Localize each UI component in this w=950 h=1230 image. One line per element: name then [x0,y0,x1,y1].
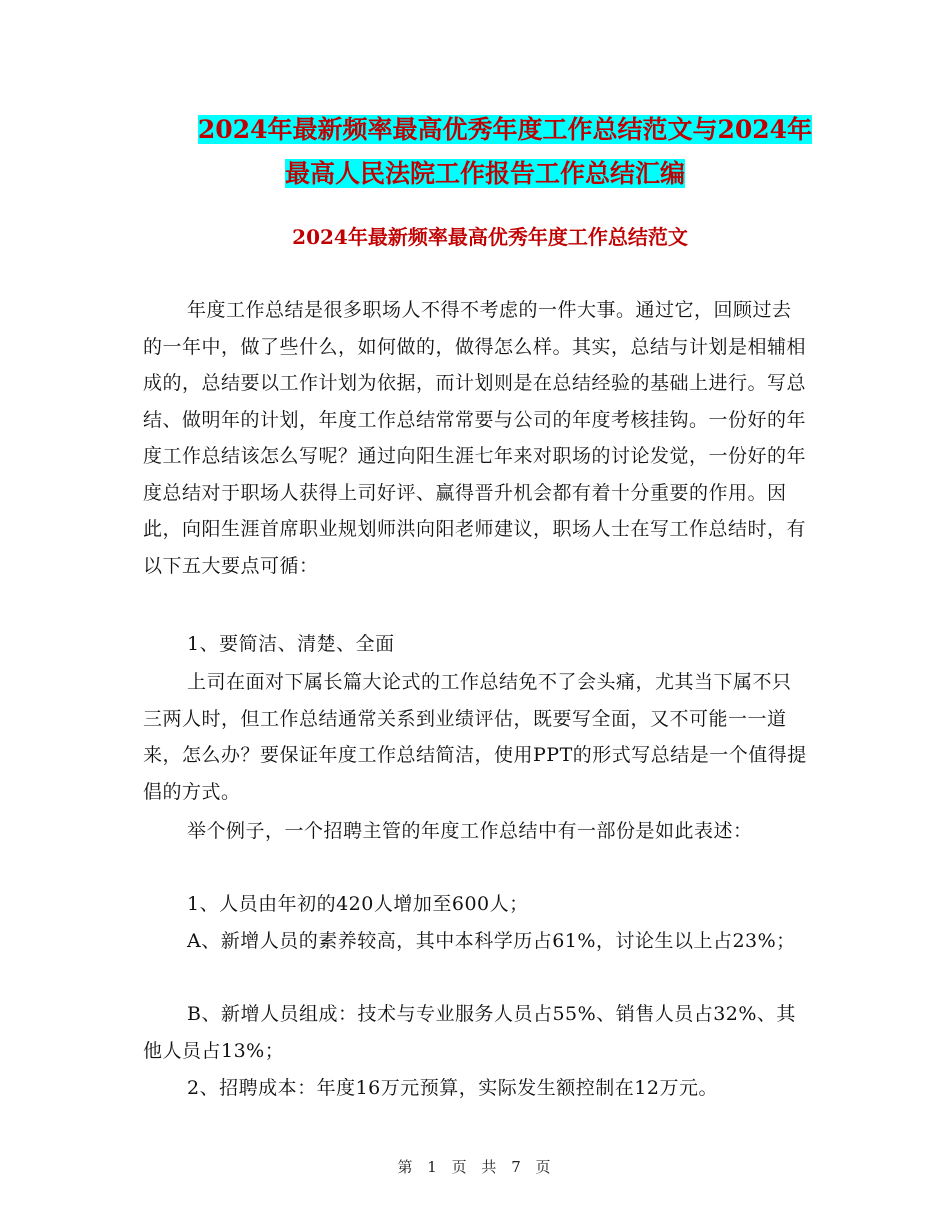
footer-page-mid: 页 [451,1158,469,1176]
paragraph-example-item-2: 2、招聘成本：年度16万元预算，实际发生额控制在12万元。 [187,1077,718,1099]
footer-page-number: 1 [427,1158,439,1176]
section-title: 2024年最新频率最高优秀年度工作总结范文 [292,225,688,249]
footer-total-pages: 7 [511,1158,523,1176]
paragraph-example-item-a: A、新增人员的素养较高，其中本科学历占61%，讨论生以上占23%； [187,930,796,952]
paragraph-point-1-body: 上司在面对下属长篇大论式的工作总结免不了会头痛，尤其当下属不只三两人时，但工作总结通常关系到业绩评估，既要写全面，又不可能一一道来，怎么办？要保证年度工作总结简洁，使用PPT的形式写总结是一个值得提倡的方式。 [143,671,807,803]
footer-total-prefix: 共 [481,1158,499,1176]
paragraph-example-item-1: 1、人员由年初的420人增加至600人； [187,893,529,915]
footer-page-prefix: 第 [397,1158,415,1176]
paragraph-intro: 年度工作总结是很多职场人不得不考虑的一件大事。通过它，回顾过去的一年中，做了些什么，如何做的，做得怎么样。其实，总结与计划是相辅相成的，总结要以工作计划为依据，而计划则是在总结经验的基础上进行。写总结、做明年的计划，年度工作总结常常要与公司的年度考核挂钩。一份好的年度工作总结该怎么写呢？通过向阳生涯七年来对职场的讨论发觉，一份好的年度总结对于职场人获得上司好评、赢得晋升机会都有着十分重要的作用。因此，向阳生涯首席职业规划师洪向阳老师建议，职场人士在写工作总结时，有以下五大要点可循： [143,299,807,577]
main-title-line-2 [185,152,785,196]
main-title-line-1-text: 2024年最新频率最高优秀年度工作总结范文与2024年 [197,115,813,144]
main-title-line-1 [185,108,825,152]
footer-total-suffix: 页 [535,1158,553,1176]
main-title-line-2-text: 最高人民法院工作报告工作总结汇编 [284,159,685,188]
paragraph-point-1-heading: 1、要简洁、清楚、全面 [187,633,395,655]
paragraph-example-item-b: B、新增人员组成：技术与专业服务人员占55%、销售人员占32%、其他人员占13%； [143,1003,796,1062]
page-footer [0,1156,950,1177]
paragraph-example-intro: 举个例子，一个招聘主管的年度工作总结中有一部份是如此表述： [187,820,753,842]
